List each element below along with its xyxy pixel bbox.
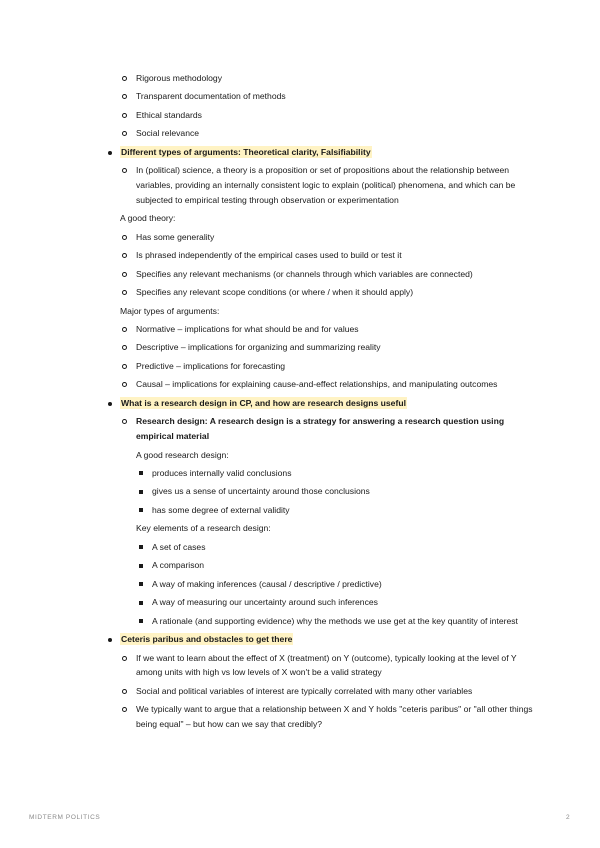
hollow-bullet-icon: [122, 419, 127, 424]
list-item: has some degree of external validity: [136, 503, 537, 518]
hollow-bullet-icon: [122, 94, 127, 99]
list-item: Rigorous methodology: [120, 71, 537, 86]
footer-page-number: 2: [566, 814, 570, 821]
square-bullet-icon: [139, 508, 143, 512]
section-research-design: [107, 396, 537, 629]
list-item: If we want to learn about the effect of X (treatment) on Y (outcome), typically looking at the level of Y among units with high vs low levels of X won't be a valid strategy: [120, 651, 537, 680]
section-heading: Different types of arguments: Theoretical clarity, Falsifiability: [121, 146, 371, 157]
hollow-bullet-icon: [122, 656, 127, 661]
list-item: Predictive – implications for forecasting: [120, 359, 537, 374]
list-item: Social relevance: [120, 126, 537, 141]
list-item: A set of cases: [136, 540, 537, 555]
hollow-bullet-icon: [122, 272, 127, 277]
hollow-bullet-icon: [122, 707, 127, 712]
section-heading: What is a research design in CP, and how are research designs useful: [121, 397, 406, 408]
top-list: [120, 71, 537, 141]
hollow-bullet-icon: [122, 689, 127, 694]
hollow-bullet-icon: [122, 113, 127, 118]
major-types-label: Major types of arguments:: [120, 305, 220, 316]
list-item: gives us a sense of uncertainty around those conclusions: [136, 484, 537, 499]
list-item: A comparison: [136, 558, 537, 573]
square-bullet-icon: [139, 490, 143, 494]
good-theory-list: [120, 230, 537, 300]
square-bullet-icon: [139, 619, 143, 623]
square-bullet-icon: [139, 582, 143, 586]
hollow-bullet-icon: [122, 345, 127, 350]
bullet-icon: [108, 151, 112, 155]
list-item: Transparent documentation of methods: [120, 89, 537, 104]
key-elements-list: [136, 540, 537, 629]
list-item: Specifies any relevant scope conditions (or where / when it should apply): [120, 285, 537, 300]
list-item: We typically want to argue that a relationship between X and Y holds "ceteris paribus" or "all other things being equal" – but how can we say that credibly?: [120, 702, 537, 731]
list-item: produces internally valid conclusions: [136, 466, 537, 481]
main-list: [107, 145, 537, 732]
list-item: Ethical standards: [120, 108, 537, 123]
list-item: A way of measuring our uncertainty around such inferences: [136, 595, 537, 610]
list-item: [120, 414, 537, 628]
list-item: Social and political variables of interest are typically correlated with many other variables: [120, 684, 537, 699]
good-theory-label: A good theory:: [120, 213, 176, 224]
page-content: [107, 71, 537, 735]
list-item: Causal – implications for explaining cause-and-effect relationships, and manipulating outcomes: [120, 377, 537, 392]
hollow-bullet-icon: [122, 290, 127, 295]
section-ceteris-paribus: [107, 632, 537, 731]
section-arguments: [107, 145, 537, 392]
hollow-bullet-icon: [122, 76, 127, 81]
major-types-list: [120, 322, 537, 392]
list-item: Descriptive – implications for organizing and summarizing reality: [120, 340, 537, 355]
research-design-definition: Research design: A research design is a strategy for answering a research question using empirical material: [136, 416, 505, 442]
list-item: Is phrased independently of the empirical cases used to build or test it: [120, 248, 537, 263]
bullet-icon: [108, 638, 112, 642]
square-bullet-icon: [139, 471, 143, 475]
bullet-icon: [108, 402, 112, 406]
list-item: Normative – implications for what should be and for values: [120, 322, 537, 337]
research-design-list: [120, 414, 537, 628]
good-design-label: A good research design:: [136, 449, 229, 460]
square-bullet-icon: [139, 545, 143, 549]
hollow-bullet-icon: [122, 382, 127, 387]
ceteris-list: [120, 651, 537, 732]
list-item: In (political) science, a theory is a proposition or set of propositions about the relationship between variables, providing an internally consistent logic to explain (political) phenomena, and which can be subjected to empirical testing through observation or experimentation: [120, 163, 537, 207]
hollow-bullet-icon: [122, 364, 127, 369]
list-item: A rationale (and supporting evidence) why the methods we use get at the key quantity of interest: [136, 614, 537, 629]
list-item: Specifies any relevant mechanisms (or channels through which variables are connected): [120, 267, 537, 282]
hollow-bullet-icon: [122, 168, 127, 173]
section-heading: Ceteris paribus and obstacles to get there: [121, 634, 293, 645]
square-bullet-icon: [139, 601, 143, 605]
key-elements-label: Key elements of a research design:: [136, 523, 271, 534]
list-item: A way of making inferences (causal / descriptive / predictive): [136, 577, 537, 592]
list-item: Has some generality: [120, 230, 537, 245]
hollow-bullet-icon: [122, 253, 127, 258]
hollow-bullet-icon: [122, 235, 127, 240]
definition-list: [120, 163, 537, 207]
good-design-list: [136, 466, 537, 518]
hollow-bullet-icon: [122, 131, 127, 136]
square-bullet-icon: [139, 564, 143, 568]
hollow-bullet-icon: [122, 327, 127, 332]
footer-title: MIDTERM POLITICS: [29, 814, 101, 821]
